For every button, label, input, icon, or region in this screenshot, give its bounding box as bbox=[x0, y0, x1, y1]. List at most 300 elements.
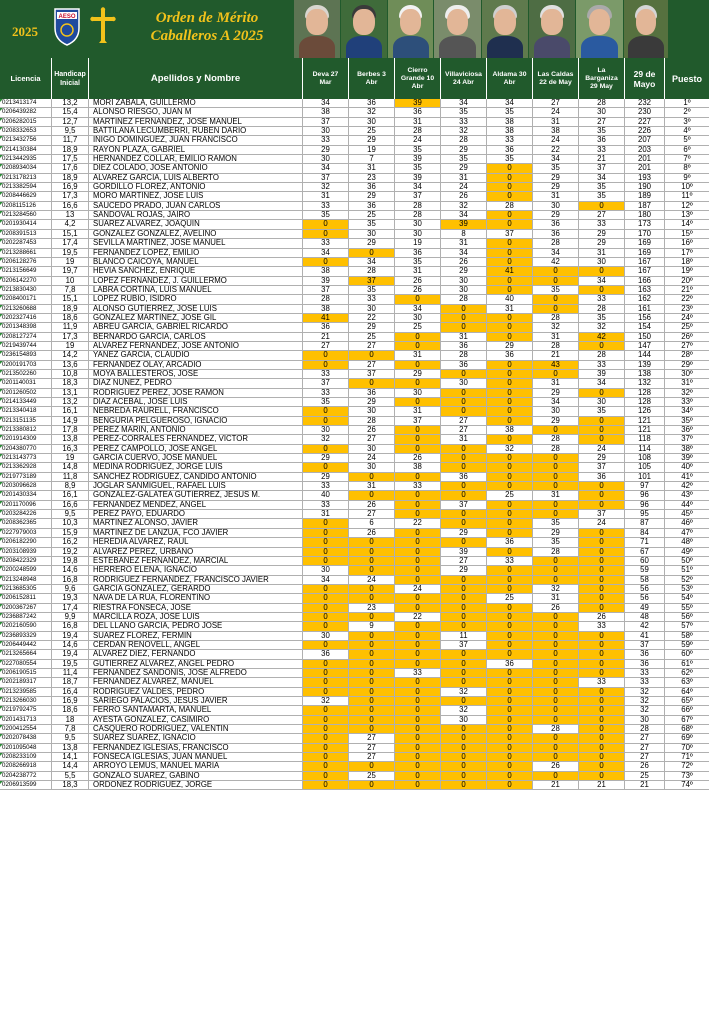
table-row bbox=[0, 734, 709, 743]
table-row bbox=[0, 155, 709, 164]
player-name-cell: BERNARDO GARCIA, CARLOS bbox=[89, 333, 303, 341]
player-name-cell: GONZALEZ-GALATEA GUTIERREZ, JESUS M. bbox=[89, 491, 303, 499]
total-points-cell: 28 bbox=[625, 725, 665, 733]
round-score-cell: 0 bbox=[533, 678, 579, 686]
round-score-cell: 0 bbox=[487, 669, 533, 677]
round-score-cell: 37 bbox=[441, 501, 487, 509]
round-score-cell: 0 bbox=[303, 725, 349, 733]
round-score-cell: 0 bbox=[487, 622, 533, 630]
round-score-cell: 30 bbox=[349, 407, 395, 415]
position-cell: 62º bbox=[681, 668, 693, 677]
round-score-cell: 38 bbox=[303, 305, 349, 313]
table-row bbox=[0, 398, 709, 407]
comment-marker-icon bbox=[0, 538, 3, 541]
round-score-cell: 31 bbox=[487, 305, 533, 313]
round-score-cell: 0 bbox=[579, 669, 625, 677]
round-score-cell: 29 bbox=[303, 473, 349, 481]
round-score-cell: 26 bbox=[395, 454, 441, 462]
comment-marker-icon bbox=[0, 557, 3, 560]
handicap-cell: 9,5 bbox=[52, 127, 89, 135]
round-score-cell: 34 bbox=[579, 277, 625, 285]
licencia-cell: 0213284560 bbox=[0, 211, 52, 219]
licencia-cell: 0202287453 bbox=[0, 239, 52, 247]
position-cell: 38º bbox=[681, 444, 693, 453]
round-score-cell: 0 bbox=[349, 781, 395, 789]
comment-marker-icon bbox=[0, 501, 3, 504]
player-name-cell: PEREZ CAMPOLLO, JOSE ANGEL bbox=[89, 445, 303, 453]
round-score-cell: 34 bbox=[441, 249, 487, 257]
total-points-cell: 37 bbox=[625, 641, 665, 649]
total-points-cell: 25 bbox=[625, 772, 665, 780]
position-cell: 53º bbox=[681, 584, 693, 593]
handicap-cell: 7,8 bbox=[52, 286, 89, 294]
handicap-cell: 18,9 bbox=[52, 174, 89, 182]
round-score-cell: 36 bbox=[349, 183, 395, 191]
round-score-cell: 37 bbox=[303, 286, 349, 294]
round-score-cell: 35 bbox=[579, 183, 625, 191]
comment-marker-icon bbox=[0, 220, 3, 223]
round-score-cell: 34 bbox=[395, 183, 441, 191]
round-score-cell: 38 bbox=[303, 108, 349, 116]
round-score-cell: 0 bbox=[303, 519, 349, 527]
licencia-cell: 0201348398 bbox=[0, 323, 52, 331]
round-score-cell: 35 bbox=[487, 108, 533, 116]
licencia-cell: 0201170096 bbox=[0, 501, 52, 509]
player-name-cell: ARROYO LEMUS, MANUEL MARIA bbox=[89, 762, 303, 770]
round-score-cell: 0 bbox=[395, 529, 441, 537]
total-points-cell: 128 bbox=[625, 398, 665, 406]
round-score-cell: 0 bbox=[533, 557, 579, 565]
round-score-cell: 0 bbox=[487, 501, 533, 509]
round-score-cell: 39 bbox=[303, 277, 349, 285]
round-score-cell: 26 bbox=[395, 286, 441, 294]
comment-marker-icon bbox=[0, 361, 3, 364]
round-score-cell: 0 bbox=[441, 463, 487, 471]
licencia-cell: 0213362928 bbox=[0, 463, 52, 471]
table-row bbox=[0, 164, 709, 173]
handicap-cell: 9,9 bbox=[52, 613, 89, 621]
licencia-cell: 0208127274 bbox=[0, 333, 52, 341]
round-score-cell: 0 bbox=[395, 491, 441, 499]
handicap-cell: 8,9 bbox=[52, 482, 89, 490]
table-row bbox=[0, 127, 709, 136]
position-cell: 65º bbox=[681, 697, 693, 705]
aeso-logo bbox=[54, 6, 80, 46]
round-score-cell: 38 bbox=[487, 127, 533, 135]
table-row bbox=[0, 660, 709, 669]
round-score-cell: 0 bbox=[487, 164, 533, 172]
total-points-cell: 36 bbox=[625, 660, 665, 668]
round-score-cell: 34 bbox=[579, 379, 625, 387]
round-score-cell: 0 bbox=[487, 744, 533, 752]
round-score-cell: 33 bbox=[303, 501, 349, 509]
round-score-cell: 0 bbox=[395, 557, 441, 565]
round-score-cell: 28 bbox=[533, 342, 579, 350]
round-score-cell: 0 bbox=[533, 641, 579, 649]
licencia-cell: 0208422329 bbox=[0, 557, 52, 565]
round-score-cell: 37 bbox=[395, 417, 441, 425]
licencia-cell: 0206128276 bbox=[0, 258, 52, 266]
licencia-cell: 0201914309 bbox=[0, 435, 52, 443]
table-row bbox=[0, 361, 709, 370]
round-score-cell: 0 bbox=[487, 706, 533, 714]
position-cell: 40º bbox=[681, 463, 693, 472]
round-score-cell: 32 bbox=[441, 706, 487, 714]
round-score-cell: 0 bbox=[533, 510, 579, 518]
comment-marker-icon bbox=[0, 688, 3, 691]
table-row bbox=[0, 211, 709, 220]
licencia-cell: 0213248948 bbox=[0, 576, 52, 584]
licencia-cell: 0202078438 bbox=[0, 734, 52, 742]
round-score-cell: 27 bbox=[349, 361, 395, 369]
round-score-cell: 23 bbox=[349, 174, 395, 182]
comment-marker-icon bbox=[0, 716, 3, 719]
handicap-cell: 11,7 bbox=[52, 136, 89, 144]
position-cell: 63º bbox=[681, 678, 693, 687]
round-score-cell: 27 bbox=[349, 435, 395, 443]
round-score-cell: 42 bbox=[533, 258, 579, 266]
table-row bbox=[0, 239, 709, 248]
total-points-cell: 163 bbox=[625, 286, 665, 294]
round-score-cell: 0 bbox=[395, 716, 441, 724]
table-row bbox=[0, 622, 709, 631]
round-score-cell: 35 bbox=[395, 146, 441, 154]
round-score-cell: 36 bbox=[303, 650, 349, 658]
comment-marker-icon bbox=[0, 379, 3, 382]
player-name-cell: PEREZ-CORRALES FERNANDEZ, VICTOR bbox=[89, 435, 303, 443]
round-score-cell: 0 bbox=[533, 744, 579, 752]
player-name-cell: SEVILLA MARTINEZ, JOSE MANUEL bbox=[89, 239, 303, 247]
total-points-cell: 49 bbox=[625, 604, 665, 612]
licencia-cell: 0236893329 bbox=[0, 632, 52, 640]
table-row bbox=[0, 323, 709, 332]
total-points-cell: 121 bbox=[625, 417, 665, 425]
comment-marker-icon bbox=[0, 519, 3, 522]
round-score-cell: 0 bbox=[395, 361, 441, 369]
handicap-cell: 19 bbox=[52, 454, 89, 462]
round-score-cell: 33 bbox=[579, 146, 625, 154]
round-score-cell: 0 bbox=[303, 678, 349, 686]
round-score-cell: 0 bbox=[533, 697, 579, 705]
round-score-cell: 0 bbox=[487, 407, 533, 415]
round-score-cell: 0 bbox=[441, 734, 487, 742]
licencia-cell: 0201430334 bbox=[0, 491, 52, 499]
licencia-cell: 0206182290 bbox=[0, 538, 52, 546]
round-score-cell: 0 bbox=[533, 660, 579, 668]
round-score-cell: 0 bbox=[395, 426, 441, 434]
round-score-cell: 34 bbox=[533, 398, 579, 406]
round-score-cell: 27 bbox=[349, 510, 395, 518]
round-score-cell: 21 bbox=[533, 781, 579, 789]
handicap-cell: 4,2 bbox=[52, 220, 89, 228]
total-points-cell: 27 bbox=[625, 744, 665, 752]
total-points-cell: 60 bbox=[625, 557, 665, 565]
player-name-cell: FERNANDEZ LOPEZ, EMILIO bbox=[89, 249, 303, 257]
round-score-cell: 0 bbox=[303, 706, 349, 714]
round-score-cell: 32 bbox=[441, 688, 487, 696]
round-score-cell: 0 bbox=[579, 641, 625, 649]
total-points-cell: 156 bbox=[625, 314, 665, 322]
comment-marker-icon bbox=[0, 435, 3, 438]
player-name-cell: LOPEZ RUBIO, ISIDRO bbox=[89, 295, 303, 303]
table-row bbox=[0, 202, 709, 211]
round-score-cell: 30 bbox=[303, 127, 349, 135]
player-name-cell: DIAZ NUÑEZ, PEDRO bbox=[89, 379, 303, 387]
round-score-cell: 0 bbox=[579, 744, 625, 752]
licencia-cell: 0201140031 bbox=[0, 379, 52, 387]
comment-marker-icon bbox=[0, 491, 3, 494]
player-name-cell: MARTINEZ FERNANDEZ, JOSE MANUEL bbox=[89, 118, 303, 126]
round-score-cell: 0 bbox=[579, 753, 625, 761]
round-score-cell: 0 bbox=[487, 314, 533, 322]
round-score-cell: 0 bbox=[579, 482, 625, 490]
player-photo bbox=[434, 0, 481, 58]
handicap-cell: 9,5 bbox=[52, 734, 89, 742]
round-score-cell: 0 bbox=[579, 585, 625, 593]
round-score-cell: 36 bbox=[349, 389, 395, 397]
table-row bbox=[0, 389, 709, 398]
table-row bbox=[0, 576, 709, 585]
position-cell: 20º bbox=[681, 276, 693, 285]
round-score-cell: 29 bbox=[349, 192, 395, 200]
round-score-cell: 9 bbox=[349, 622, 395, 630]
licencia-cell: 0214130384 bbox=[0, 146, 52, 154]
round-score-cell: 27 bbox=[349, 744, 395, 752]
round-score-cell: 0 bbox=[395, 632, 441, 640]
round-score-cell: 40 bbox=[487, 295, 533, 303]
total-points-cell: 96 bbox=[625, 501, 665, 509]
comment-marker-icon bbox=[0, 417, 3, 420]
player-name-cell: BATTILANA LECUMBERRI, RUBEN DARIO bbox=[89, 127, 303, 135]
player-name-cell: SANDOVAL ROJAS, JAIRO bbox=[89, 211, 303, 219]
round-score-cell: 0 bbox=[487, 211, 533, 219]
licencia-cell: 0208362365 bbox=[0, 519, 52, 527]
round-score-cell: 28 bbox=[533, 435, 579, 443]
position-cell: 5º bbox=[683, 136, 691, 145]
table-row bbox=[0, 604, 709, 613]
handicap-cell: 19,5 bbox=[52, 660, 89, 668]
round-score-cell: 0 bbox=[303, 258, 349, 266]
total-points-cell: 33 bbox=[625, 669, 665, 677]
position-cell: 49º bbox=[681, 547, 693, 556]
licencia-cell: 0204238772 bbox=[0, 772, 52, 780]
player-name-cell: MORO MARTINEZ, JOSE LUIS bbox=[89, 192, 303, 200]
round-score-cell: 32 bbox=[303, 183, 349, 191]
round-score-cell: 0 bbox=[533, 650, 579, 658]
position-cell: 18º bbox=[681, 257, 693, 266]
round-score-cell: 36 bbox=[349, 202, 395, 210]
round-score-cell: 33 bbox=[487, 557, 533, 565]
round-score-cell: 26 bbox=[533, 762, 579, 770]
comment-marker-icon bbox=[0, 473, 3, 476]
round-score-cell: 25 bbox=[349, 772, 395, 780]
total-points-cell: 144 bbox=[625, 351, 665, 359]
total-points-cell: 118 bbox=[625, 435, 665, 443]
round-score-cell: 0 bbox=[395, 333, 441, 341]
round-score-cell: 29 bbox=[533, 211, 579, 219]
round-score-cell: 34 bbox=[533, 249, 579, 257]
round-score-cell: 0 bbox=[441, 604, 487, 612]
handicap-cell: 17,4 bbox=[52, 239, 89, 247]
round-score-cell: 26 bbox=[533, 604, 579, 612]
round-score-cell: 27 bbox=[349, 342, 395, 350]
round-score-cell: 19 bbox=[395, 239, 441, 247]
round-score-cell: 0 bbox=[395, 650, 441, 658]
round-score-cell: 0 bbox=[395, 548, 441, 556]
round-score-cell: 35 bbox=[533, 286, 579, 294]
comment-marker-icon bbox=[0, 604, 3, 607]
round-score-cell: 31 bbox=[533, 192, 579, 200]
licencia-cell: 0213178213 bbox=[0, 174, 52, 182]
handicap-cell: 10,8 bbox=[52, 370, 89, 378]
round-score-cell: 29 bbox=[395, 370, 441, 378]
round-score-cell: 0 bbox=[395, 744, 441, 752]
table-row bbox=[0, 632, 709, 641]
round-score-cell: 30 bbox=[395, 220, 441, 228]
round-score-cell: 0 bbox=[395, 473, 441, 481]
handicap-cell: 7,8 bbox=[52, 725, 89, 733]
round-score-cell: 0 bbox=[395, 445, 441, 453]
round-score-cell: 0 bbox=[441, 772, 487, 780]
licencia-cell: 0200367267 bbox=[0, 604, 52, 612]
round-score-cell: 0 bbox=[487, 183, 533, 191]
year-label: 2025 bbox=[12, 24, 38, 39]
round-score-cell: 0 bbox=[303, 781, 349, 789]
round-score-cell: 28 bbox=[533, 239, 579, 247]
position-cell: 72º bbox=[681, 762, 693, 771]
position-cell: 54º bbox=[681, 594, 693, 603]
round-score-cell: 22 bbox=[395, 519, 441, 527]
player-name-cell: FERNANDEZ ALVAREZ, MANUEL bbox=[89, 678, 303, 686]
round-score-cell: 38 bbox=[533, 127, 579, 135]
position-cell: 8º bbox=[683, 164, 691, 173]
position-cell: 43º bbox=[681, 491, 693, 500]
round-score-cell: 25 bbox=[487, 594, 533, 602]
handicap-cell: 10 bbox=[52, 277, 89, 285]
round-score-cell: 6 bbox=[349, 519, 395, 527]
round-score-cell: 33 bbox=[579, 678, 625, 686]
player-name-cell: GARCIA GONZALEZ, GERARDO bbox=[89, 585, 303, 593]
round-score-cell: 35 bbox=[533, 538, 579, 546]
comment-marker-icon bbox=[0, 146, 3, 149]
round-score-cell: 0 bbox=[579, 688, 625, 696]
handicap-cell: 5,5 bbox=[52, 772, 89, 780]
round-score-cell: 29 bbox=[579, 239, 625, 247]
round-score-cell: 22 bbox=[349, 314, 395, 322]
standings-table bbox=[0, 99, 709, 790]
round-score-cell: 24 bbox=[395, 136, 441, 144]
round-score-cell: 0 bbox=[579, 557, 625, 565]
player-name-cell: FERNANDEZ OLAY, ARCADIO bbox=[89, 361, 303, 369]
round-score-cell: 40 bbox=[303, 491, 349, 499]
round-score-cell: 0 bbox=[487, 585, 533, 593]
total-points-cell: 132 bbox=[625, 379, 665, 387]
player-name-cell: ABREU GARCIA, GABRIEL RICARDO bbox=[89, 323, 303, 331]
comment-marker-icon bbox=[0, 622, 3, 625]
round-score-cell: 0 bbox=[579, 548, 625, 556]
round-score-cell: 0 bbox=[579, 491, 625, 499]
round-score-cell: 0 bbox=[303, 613, 349, 621]
handicap-cell: 12,7 bbox=[52, 118, 89, 126]
total-points-cell: 170 bbox=[625, 230, 665, 238]
round-score-cell: 0 bbox=[487, 220, 533, 228]
table-row bbox=[0, 697, 709, 706]
round-score-cell: 0 bbox=[579, 650, 625, 658]
round-score-cell: 37 bbox=[349, 370, 395, 378]
position-cell: 46º bbox=[681, 519, 693, 528]
handicap-cell: 14,1 bbox=[52, 753, 89, 761]
round-score-cell: 0 bbox=[349, 632, 395, 640]
player-name-cell: ALVAREZ GARCIA, LUIS ALBERTO bbox=[89, 174, 303, 182]
position-cell: 50º bbox=[681, 556, 693, 565]
player-name-cell: MEDINA RODRIGUEZ, JORGE LUIS bbox=[89, 463, 303, 471]
total-points-cell: 139 bbox=[625, 361, 665, 369]
round-score-cell: 29 bbox=[441, 164, 487, 172]
round-score-cell: 30 bbox=[533, 407, 579, 415]
licencia-cell: 0213239585 bbox=[0, 688, 52, 696]
round-score-cell: 0 bbox=[303, 772, 349, 780]
round-score-cell: 29 bbox=[303, 454, 349, 462]
round-score-cell: 0 bbox=[579, 576, 625, 584]
licencia-cell: 0206142270 bbox=[0, 277, 52, 285]
round-score-cell: 0 bbox=[395, 604, 441, 612]
round-score-cell: 35 bbox=[441, 155, 487, 163]
handicap-cell: 19,4 bbox=[52, 650, 89, 658]
round-score-cell: 0 bbox=[303, 407, 349, 415]
round-score-cell: 0 bbox=[303, 716, 349, 724]
table-row bbox=[0, 491, 709, 500]
licencia-cell: 0213685305 bbox=[0, 585, 52, 593]
comment-marker-icon bbox=[0, 669, 3, 672]
round-score-cell: 39 bbox=[441, 548, 487, 556]
position-cell: 7º bbox=[683, 155, 691, 164]
table-row bbox=[0, 407, 709, 416]
round-score-cell: 0 bbox=[533, 688, 579, 696]
round-score-cell: 8 bbox=[441, 230, 487, 238]
round-score-cell: 0 bbox=[441, 538, 487, 546]
round-score-cell: 0 bbox=[303, 688, 349, 696]
total-points-cell: 161 bbox=[625, 305, 665, 313]
player-name-cell: MARTINEZ DE LANZUA, FCO JAVIER bbox=[89, 529, 303, 537]
round-score-cell: 0 bbox=[441, 519, 487, 527]
player-name-cell: ALONSO RIESGO, JUAN M bbox=[89, 108, 303, 116]
comment-marker-icon bbox=[0, 314, 3, 317]
round-score-cell: 36 bbox=[579, 473, 625, 481]
table-row bbox=[0, 146, 709, 155]
round-score-cell: 28 bbox=[533, 725, 579, 733]
player-name-cell: ESTEBANEZ FERNANDEZ, MARCIAL bbox=[89, 557, 303, 565]
comment-marker-icon bbox=[0, 239, 3, 242]
round-score-cell: 24 bbox=[349, 576, 395, 584]
round-score-cell: 0 bbox=[579, 772, 625, 780]
col-round: Villaviciosa 24 Abr bbox=[441, 58, 487, 99]
player-name-cell: GONZALEZ MARTINEZ, JOSE GIL bbox=[89, 314, 303, 322]
licencia-cell: 0213413174 bbox=[0, 99, 52, 107]
round-score-cell: 36 bbox=[349, 99, 395, 107]
position-cell: 39º bbox=[681, 454, 693, 463]
round-score-cell: 33 bbox=[579, 220, 625, 228]
comment-marker-icon bbox=[0, 295, 3, 298]
table-row bbox=[0, 379, 709, 388]
total-points-cell: 32 bbox=[625, 688, 665, 696]
total-points-cell: 59 bbox=[625, 566, 665, 574]
total-points-cell: 187 bbox=[625, 202, 665, 210]
licencia-cell: 0206449442 bbox=[0, 641, 52, 649]
table-row bbox=[0, 529, 709, 538]
col-total: 29 de Mayo bbox=[625, 58, 665, 99]
round-score-cell: 0 bbox=[487, 323, 533, 331]
round-score-cell: 0 bbox=[349, 716, 395, 724]
